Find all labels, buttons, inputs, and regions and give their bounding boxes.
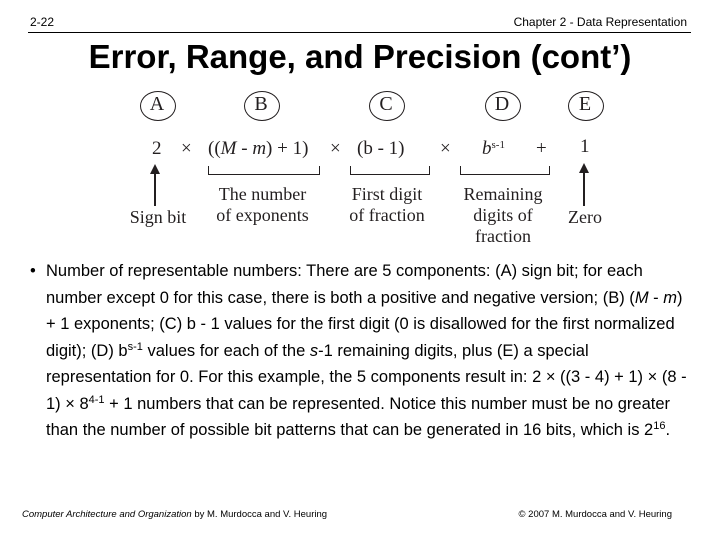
- bullet-text: Number of representable numbers: There are 5 components: (A) sign bit; for each number except 0 for this case, there is both a positive and negative version; (B) (M - m) + 1 exponents; (C) b - 1 values for the first digit (0 is disallowed for the first normalized digit); (D) $b^{s-1}$ values for each of the s-1 remaining digits, plus (E) a special representation for 0. For this example, the 5 components result in: $2 \times ((3 - 4) + 1) \times (8 - 1) \times 8^{4-1} + 1$ numbers that can be represented. Notice this number must be no greater than the number of possible bit patterns that can be generated in 16 bits, which is $2^{16}$.: [46, 262, 687, 439]
- sign-bit-note: Sign bit: [129, 207, 187, 227]
- formula-times-2: ×: [330, 138, 341, 159]
- formula-times-1: ×: [181, 138, 192, 159]
- formula-times-3: ×: [440, 138, 451, 159]
- formula-b: ((M - m) + 1): [208, 138, 309, 159]
- formula-d: $b^{s-1}$: [482, 138, 505, 159]
- exponents-bracket: [208, 166, 320, 175]
- zero-arrow-line: [583, 173, 585, 206]
- component-diagram: [0, 0, 720, 250]
- zero-note: Zero: [568, 207, 602, 227]
- slide-title: Error, Range, and Precision (cont’): [88, 38, 632, 75]
- slide-number: 2-22: [30, 15, 55, 29]
- component-d-label: D: [494, 93, 510, 115]
- component-e-label: E: [578, 93, 592, 115]
- sign-bit-arrow-line: [154, 174, 156, 206]
- component-b-label: B: [254, 93, 268, 115]
- component-a-label: A: [149, 93, 165, 115]
- formula-c: (b - 1): [357, 138, 405, 159]
- component-c-label: C: [379, 93, 393, 115]
- formula-plus: +: [536, 138, 547, 159]
- sign-bit-arrow-head: [150, 164, 160, 174]
- chapter-header: Chapter 2 - Data Representation: [513, 15, 687, 29]
- remaining-digits-note: Remaining digits of fraction: [463, 184, 543, 246]
- footer-book-credit: Computer Architecture and Organization by M. Murdocca and V. Heuring: [22, 509, 328, 520]
- footer-copyright: © 2007 M. Murdocca and V. Heuring: [518, 509, 672, 520]
- exponents-note: The number of exponents: [216, 184, 309, 225]
- first-digit-note: First digit of fraction: [349, 184, 425, 225]
- formula-a: 2: [152, 138, 162, 159]
- bullet-paragraph: [30, 258, 690, 444]
- formula-e: 1: [580, 136, 590, 157]
- remaining-digits-bracket: [460, 166, 550, 175]
- zero-arrow-head: [579, 163, 589, 173]
- bullet-marker: •: [30, 262, 36, 280]
- first-digit-bracket: [350, 166, 430, 175]
